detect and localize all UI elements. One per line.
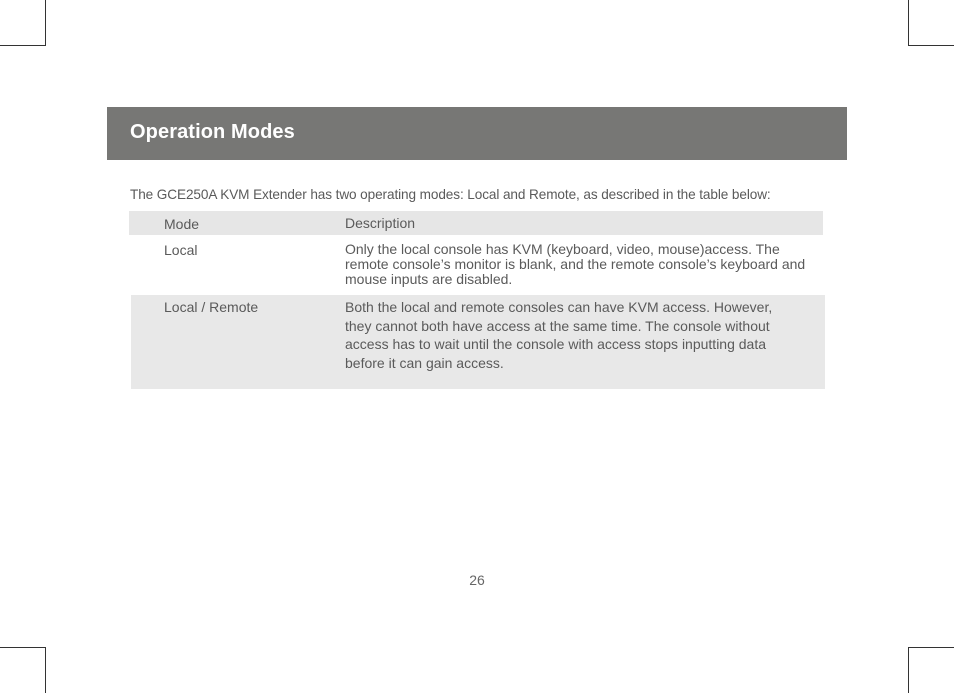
- table-row: [129, 235, 823, 295]
- crop-mark-top-left-horizontal: [0, 45, 46, 46]
- description-cell: Only the local console has KVM (keyboard, video, mouse)access. The remote console’s monitor is blank, and the remote console’s keyboard and mouse inputs are disabled.: [345, 241, 806, 287]
- table-header-row: [129, 211, 823, 235]
- crop-mark-bottom-left-horizontal: [0, 647, 46, 648]
- section-title: Operation Modes: [130, 121, 295, 143]
- column-header-mode: Mode: [164, 216, 200, 232]
- crop-mark-top-right-horizontal: [908, 45, 954, 46]
- description-cell: Both the local and remote consoles can have KVM access. However, they cannot both have access at the same time. The console without access has to wait until the console with access stops inputting data before it can gain access.: [345, 299, 773, 371]
- crop-mark-bottom-right-vertical: [908, 647, 909, 693]
- modes-table: [129, 211, 823, 389]
- intro-paragraph: The GCE250A KVM Extender has two operating modes: Local and Remote, as described in the table below:: [130, 187, 771, 202]
- crop-mark-bottom-right-horizontal: [908, 647, 954, 648]
- table-row: [131, 295, 825, 389]
- mode-cell: Local / Remote: [164, 299, 259, 315]
- section-header: [107, 107, 847, 160]
- column-header-description: Description: [345, 215, 416, 231]
- mode-cell: Local: [164, 242, 198, 258]
- page-number: 26: [469, 572, 485, 588]
- crop-mark-top-right-vertical: [908, 0, 909, 46]
- crop-mark-bottom-left-vertical: [45, 647, 46, 693]
- crop-mark-top-left-vertical: [45, 0, 46, 46]
